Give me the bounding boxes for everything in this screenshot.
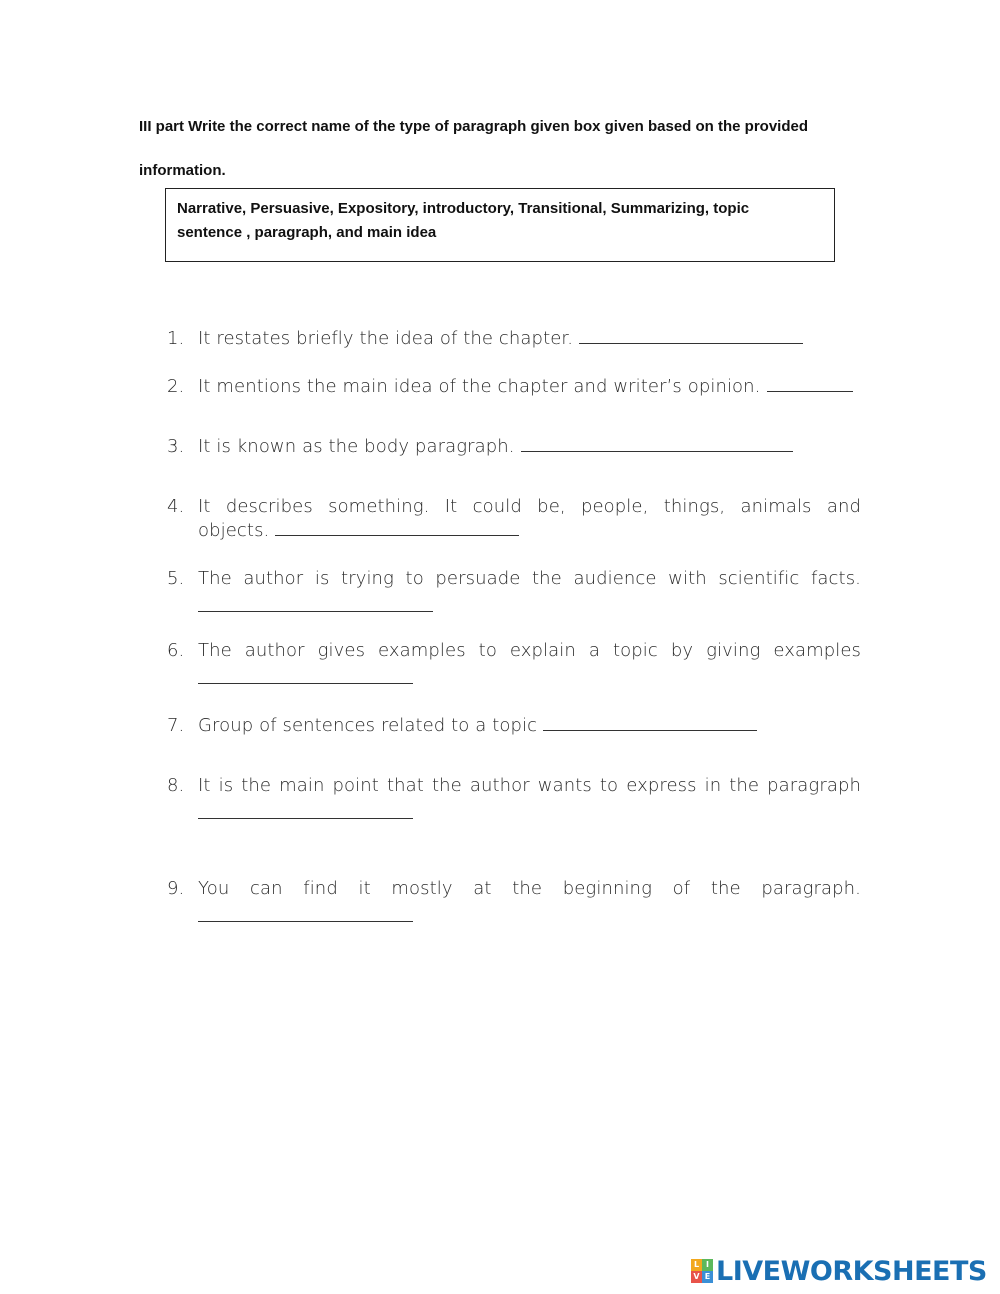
answer-blank-6[interactable] — [198, 683, 413, 684]
question-number: 5. — [167, 568, 185, 589]
question-number: 4. — [167, 496, 185, 517]
answer-blank-3[interactable] — [521, 450, 793, 452]
question-4-continued — [198, 519, 861, 543]
question-number: 9. — [167, 878, 185, 899]
answer-blank-5[interactable] — [198, 611, 433, 612]
question-number: 7. — [167, 715, 185, 736]
question-9 — [167, 877, 861, 901]
answer-blank-2[interactable] — [767, 390, 853, 392]
question-text: The author gives examples to explain a topic by giving examples — [198, 640, 861, 661]
question-text: It restates briefly the idea of the chapter. — [198, 328, 574, 349]
question-7 — [167, 714, 861, 738]
question-text: The author is trying to persuade the audience with scientific facts. — [198, 568, 861, 589]
question-2 — [167, 375, 861, 399]
liveworksheets-logo-icon: L I V E — [691, 1259, 713, 1283]
word-bank-line-1: Narrative, Persuasive, Expository, introductory, Transitional, Summarizing, topic — [177, 200, 750, 217]
question-number: 2. — [167, 376, 185, 397]
question-text: Group of sentences related to a topic — [198, 715, 538, 736]
word-bank-line-2: sentence , paragraph, and main idea — [177, 224, 437, 241]
question-text-continued: objects. — [198, 520, 270, 541]
question-number: 3. — [167, 436, 185, 457]
question-number: 8. — [167, 775, 185, 796]
instruction-line-1: III part Write the correct name of the type of paragraph given box given based on the provided — [139, 118, 809, 135]
question-text: It is the main point that the author wants to express in the paragraph — [198, 775, 861, 796]
question-5 — [167, 567, 861, 591]
question-3 — [167, 435, 861, 459]
answer-blank-8[interactable] — [198, 818, 413, 819]
question-text: It describes something. It could be, people, things, animals and — [198, 496, 861, 517]
answer-blank-9[interactable] — [198, 921, 413, 922]
question-text: It is known as the body paragraph. — [198, 436, 515, 457]
question-1 — [167, 327, 861, 351]
answer-blank-4[interactable] — [275, 534, 519, 536]
instruction-line-2: information. — [139, 162, 226, 179]
question-number: 6. — [167, 640, 185, 661]
liveworksheets-logo-text: LIVEWORKSHEETS — [716, 1255, 987, 1287]
question-text: It mentions the main idea of the chapter and writer’s opinion. — [198, 376, 761, 397]
liveworksheets-logo — [691, 1256, 987, 1286]
question-4 — [167, 495, 861, 519]
answer-blank-1[interactable] — [579, 342, 803, 344]
question-number: 1. — [167, 328, 185, 349]
answer-blank-7[interactable] — [543, 729, 757, 731]
question-text: You can find it mostly at the beginning of the paragraph. — [198, 878, 861, 899]
question-8 — [167, 774, 861, 798]
question-6 — [167, 639, 861, 663]
